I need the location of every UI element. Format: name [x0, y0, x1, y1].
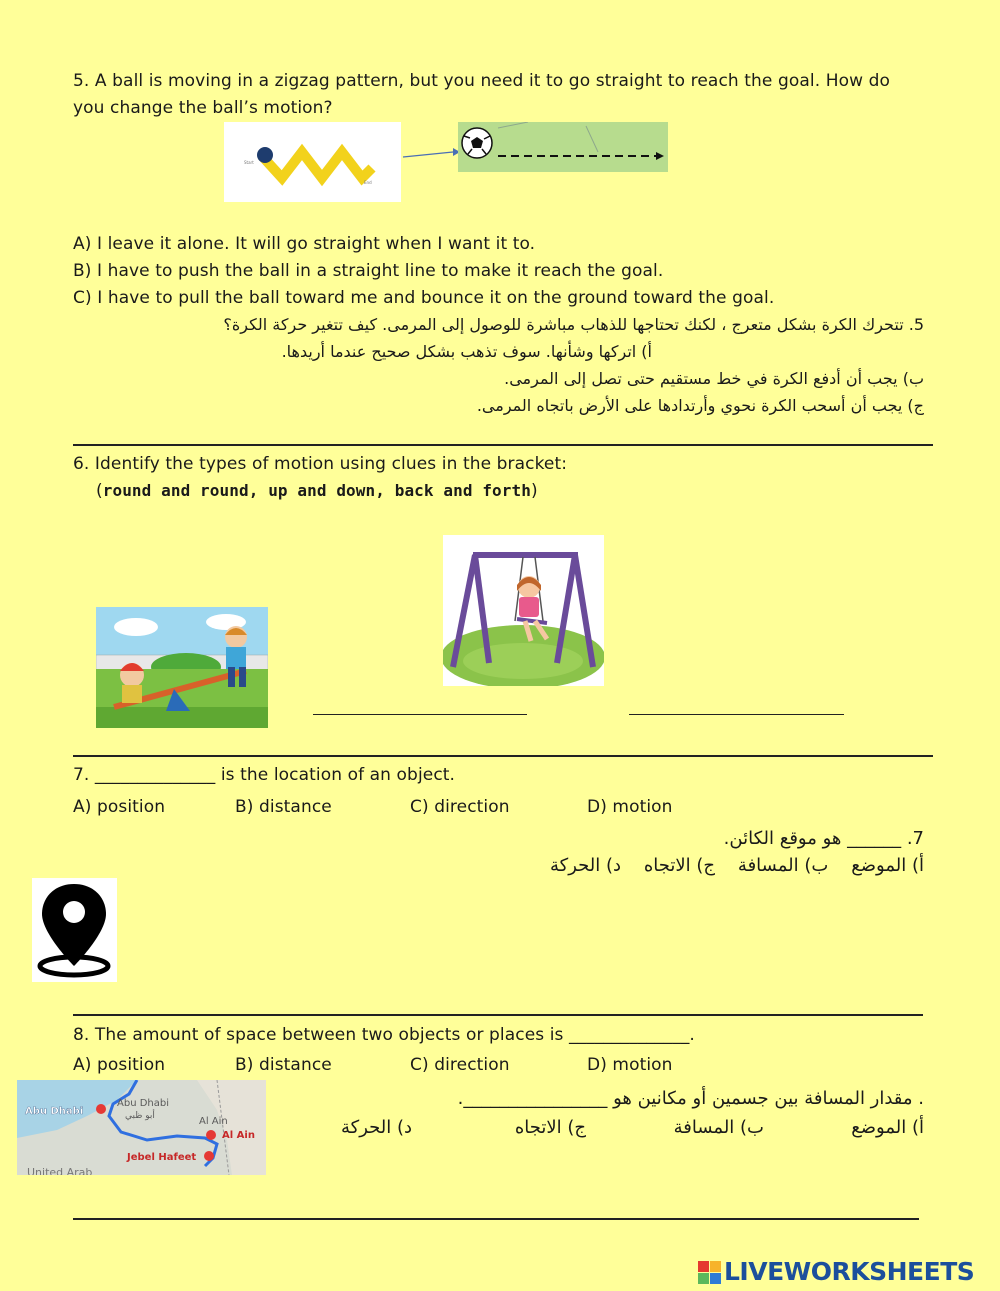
map-label-country: United Arab	[27, 1166, 93, 1175]
map-label-abu-dhabi-faded: Abu Dhabi	[117, 1098, 169, 1109]
q8-option-c: C) direction	[410, 1055, 510, 1075]
liveworksheets-brand-text: LIVEWORKSHEETS	[724, 1257, 975, 1286]
liveworksheets-logo[interactable]	[698, 1257, 998, 1287]
seesaw-image	[96, 607, 268, 728]
q6-clue-close: )	[530, 481, 538, 501]
q5-question-line1: 5. A ball is moving in a zigzag pattern, but you need it to go straight to reach the goal. How do	[73, 71, 890, 91]
answer-blank-1[interactable]	[313, 714, 527, 715]
map-label-abu-dhabi: Abu Dhabi	[25, 1106, 84, 1117]
q5-arabic-question: 5. تتحرك الكرة بشكل متعرج ، لكنك تحتاجها للذهاب مباشرة للوصول إلى المرمى. كيف تتغير حركة الكرة؟	[223, 315, 924, 334]
q7-option-c: C) direction	[410, 797, 510, 817]
q5-option-b: B) I have to push the ball in a straight line to make it reach the goal.	[73, 261, 664, 281]
svg-text:Start: Start	[244, 160, 254, 165]
location-pin-icon	[32, 878, 117, 982]
q7-question: 7. ______________ is the location of an object.	[73, 765, 456, 785]
q7-arabic-question: 7. ______ هو موقع الكائن.	[723, 828, 924, 849]
q7-option-a: A) position	[73, 797, 166, 817]
q7-option-b: B) distance	[235, 797, 332, 817]
q8-arabic-option-a: أ) الموضع	[851, 1117, 924, 1138]
q8-option-b: B) distance	[235, 1055, 332, 1075]
divider-line	[73, 444, 933, 446]
straight-path-image	[458, 122, 668, 172]
map-label-al-ain-faded: Al Ain	[199, 1116, 228, 1127]
map-label-abu-dhabi-arabic: أبو ظبي	[125, 1111, 155, 1121]
q8-arabic-option-c: ج) الاتجاه	[514, 1117, 586, 1138]
zigzag-path-image	[224, 122, 401, 202]
map-label-al-ain: Al Ain	[222, 1130, 255, 1141]
q5-option-a: A) I leave it alone. It will go straight when I want it to.	[73, 234, 536, 254]
q5-arabic-option-c: ج) يجب أن أسحب الكرة نحوي وأرتدادها على الأرض باتجاه المرمى.	[476, 396, 924, 415]
q5-arabic-option-b: ب) يجب أن أدفع الكرة في خط مستقيم حتى تصل إلى المرمى.	[504, 369, 924, 388]
q5-question-line2: you change the ball’s motion?	[73, 98, 333, 118]
q6-clue-open: (	[96, 481, 103, 501]
divider-line	[73, 755, 933, 757]
q8-question: 8. The amount of space between two objects or places is ______________.	[73, 1025, 695, 1045]
q8-option-d: D) motion	[587, 1055, 673, 1075]
q6-clue	[96, 481, 538, 501]
swing-image	[443, 535, 604, 686]
q8-arabic-option-d: د) الحركة	[340, 1117, 412, 1138]
divider-line	[73, 1014, 923, 1016]
divider-line	[73, 1218, 919, 1220]
svg-text:End: End	[364, 180, 372, 185]
q7-arabic-options: أ) الموضع ب) المسافة ج) الاتجاه د) الحركة	[549, 855, 924, 876]
liveworksheets-logo-icon	[698, 1261, 722, 1285]
q8-arabic-option-b: ب) المسافة	[673, 1117, 764, 1138]
q8-arabic-question: . مقدار المسافة بين جسمين أو مكانين هو ________________.	[457, 1088, 924, 1109]
q6-question: 6. Identify the types of motion using clues in the bracket:	[73, 454, 568, 474]
arrow-right-icon	[401, 146, 461, 162]
answer-blank-2[interactable]	[629, 714, 844, 715]
q5-option-c: C) I have to pull the ball toward me and bounce it on the ground toward the goal.	[73, 288, 775, 308]
map-label-jebel-hafeet: Jebel Hafeet	[127, 1152, 197, 1163]
map-image	[17, 1080, 266, 1175]
q5-arabic-option-a: أ) اتركها وشأنها. سوف تذهب بشكل صحيح عندما أريدها.	[281, 342, 652, 361]
q6-clue-words: round and round, up and down, back and forth	[102, 481, 531, 500]
q7-option-d: D) motion	[587, 797, 673, 817]
q8-option-a: A) position	[73, 1055, 166, 1075]
